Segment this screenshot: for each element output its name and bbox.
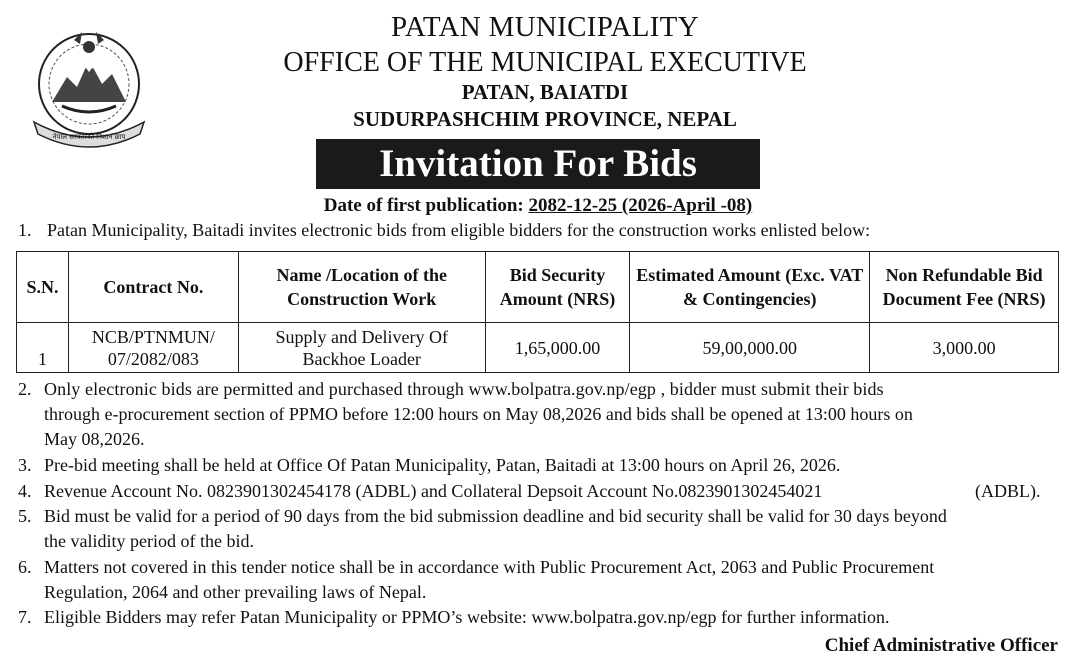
cell-document-fee: 3,000.00 (870, 323, 1059, 373)
col-document-fee: Non Refundable Bid Document Fee (NRS) (870, 252, 1059, 323)
clause-2-line-3: May 08,2026. (44, 429, 145, 449)
clause-6-line-2: Regulation, 2064 and other prevailing laws of Nepal. (44, 582, 427, 602)
col-sn: S.N. (17, 252, 69, 323)
work-line-1: Supply and Delivery Of (275, 326, 448, 347)
clause-2-number: 2. (18, 379, 32, 399)
publication-label: Date of first publication: (323, 195, 529, 216)
clause-4-bank: (ADBL). (975, 481, 1041, 501)
municipality-title: PATAN MUNICIPALITY (391, 11, 699, 43)
col-bid-security: Bid Security Amount (NRS) (485, 252, 630, 323)
work-line-2: Backhoe Loader (302, 348, 421, 369)
clause-3-number: 3. (18, 455, 32, 475)
clause-4-number: 4. (18, 481, 32, 501)
government-of-nepal-emblem-icon (22, 22, 156, 152)
col-estimated-amount: Estimated Amount (Exc. VAT & Contingencies) (630, 252, 870, 323)
clause-6-number: 6. (18, 557, 32, 577)
col-contract-no: Contract No. (68, 252, 238, 323)
clause-1-number: 1. (18, 220, 32, 240)
emblem-ribbon-text: नेपाल सरकारको निशान छाप (52, 133, 126, 141)
cell-sn: 1 (17, 323, 69, 373)
clause-5-line-2: the validity period of the bid. (44, 531, 254, 551)
signature-line: Chief Administrative Officer (824, 635, 1058, 656)
cell-contract-no (68, 323, 238, 373)
province-line: SUDURPASHCHIM PROVINCE, NEPAL (353, 107, 737, 131)
cell-work-name (238, 323, 485, 373)
clause-4-text: Revenue Account No. 0823901302454178 (ADBL) and Collateral Depsoit Account No.0823901302454021 (44, 481, 823, 501)
table-row (17, 323, 1059, 373)
cell-bid-security: 1,65,000.00 (485, 323, 630, 373)
bid-table (16, 251, 1059, 373)
clause-3-text: Pre-bid meeting shall be held at Office Of Patan Municipality, Patan, Baitadi at 13:00 hours on April 26, 2026. (44, 455, 841, 475)
contract-line-2: 07/2082/083 (107, 348, 199, 369)
clause-7-number: 7. (18, 607, 32, 627)
clause-6-line-1: Matters not covered in this tender notice shall be in accordance with Public Procurement Act, 2063 and Public Procurement (44, 557, 935, 577)
cell-estimated-amount: 59,00,000.00 (630, 323, 870, 373)
col-work-name: Name /Location of the Construction Work (238, 252, 485, 323)
clause-5-number: 5. (18, 506, 32, 526)
clause-1-text: Patan Municipality, Baitadi invites electronic bids from eligible bidders for the construction works enlisted below: (47, 220, 871, 240)
publication-date (0, 195, 1076, 217)
contract-line-1: NCB/PTNMUN/ (91, 326, 215, 347)
clause-7-text: Eligible Bidders may refer Patan Municipality or PPMO’s website: www.bolpatra.gov.np/egp for further information. (44, 607, 890, 627)
location-line: PATAN, BAIATDI (461, 80, 629, 104)
notice-banner: Invitation For Bids (316, 139, 760, 189)
office-title: OFFICE OF THE MUNICIPAL EXECUTIVE (283, 47, 807, 78)
table-header-row (17, 252, 1059, 323)
clause-2-line-2: through e-procurement section of PPMO before 12:00 hours on May 08,2026 and bids shall be opened at 13:00 hours on (44, 404, 913, 424)
clause-5-line-1: Bid must be valid for a period of 90 days from the bid submission deadline and bid security shall be valid for 30 days beyond (44, 506, 947, 526)
clause-2-line-1: Only electronic bids are permitted and purchased through www.bolpatra.gov.np/egp , bidder must submit their bids (44, 379, 884, 399)
publication-date-value: 2082-12-25 (2026-April -08) (528, 195, 753, 216)
